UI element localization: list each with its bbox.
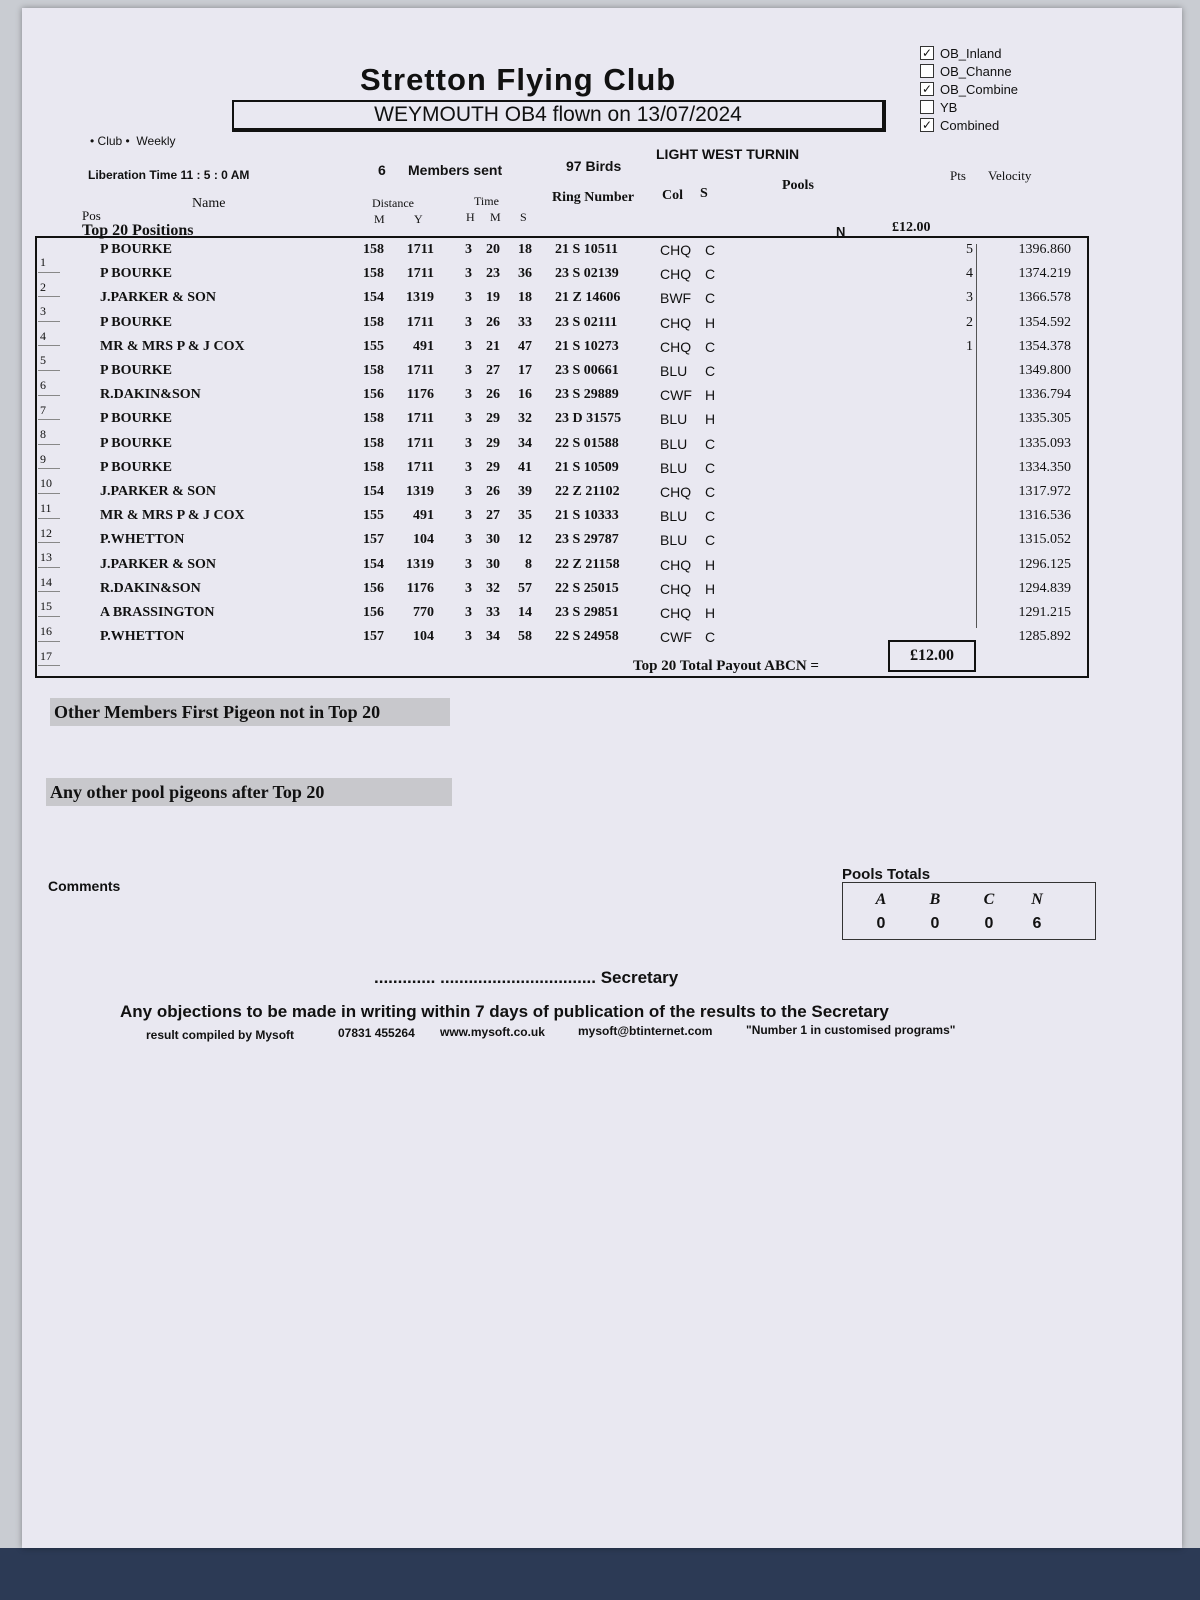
row-vel: 1374.219: [1018, 266, 1071, 282]
row-mi: 158: [363, 266, 384, 282]
position-cell: 16: [38, 617, 60, 642]
row-pts: 5: [966, 242, 973, 257]
row-sex: C: [705, 532, 716, 549]
row-col: CWF: [660, 387, 692, 404]
checkbox-label: Combined: [940, 117, 1000, 133]
row-h: 3: [465, 629, 472, 645]
checkbox-empty-icon[interactable]: [920, 100, 934, 114]
row-col: CWF: [660, 629, 692, 646]
row-vel: 1316.536: [1018, 508, 1071, 524]
table-row: [60, 605, 1080, 629]
row-name: J.PARKER & SON: [100, 290, 217, 306]
row-h: 3: [465, 532, 472, 548]
row-mi: 158: [363, 314, 384, 330]
distance-header: Distance: [372, 196, 414, 210]
table-row: [60, 581, 1080, 605]
row-s: 8: [525, 556, 532, 572]
row-h: 3: [465, 387, 472, 403]
row-m: 33: [486, 605, 500, 620]
position-cell: 6: [38, 371, 60, 396]
position-cell: 17: [38, 642, 60, 667]
table-row: [60, 339, 1080, 363]
pool-value-n: 6: [1032, 915, 1042, 932]
table-row: [60, 436, 1080, 460]
row-name: J.PARKER & SON: [100, 484, 217, 499]
row-yd: 104: [413, 629, 434, 645]
row-s: 32: [518, 411, 532, 427]
table-row: [60, 411, 1080, 435]
row-pts: 1: [966, 338, 973, 354]
row-col: BWF: [660, 290, 692, 307]
row-mi: 157: [363, 629, 384, 645]
other-pool-heading: Any other pool pigeons after Top 20: [46, 778, 452, 806]
table-row: [60, 484, 1080, 508]
row-name: MR & MRS P & J COX: [100, 338, 245, 354]
time-header: Time: [474, 194, 499, 208]
row-mi: 155: [363, 508, 384, 524]
row-s: 18: [518, 242, 532, 257]
distance-yards-header: Y: [414, 212, 423, 226]
row-mi: 158: [363, 242, 384, 257]
checkbox-row-0: [920, 44, 1018, 62]
row-s: 17: [518, 363, 532, 378]
row-m: 29: [486, 435, 500, 451]
ring-number-header: Ring Number: [552, 190, 635, 205]
position-cell: 14: [38, 568, 60, 593]
row-ring: 23 S 00661: [555, 363, 619, 378]
pool-header-b: B: [929, 891, 941, 908]
row-ring: 23 D 31575: [555, 411, 622, 427]
race-title-box: WEYMOUTH OB4 flown on 13/07/2024: [232, 100, 886, 132]
row-mi: 158: [363, 435, 384, 451]
row-col: CHQ: [660, 266, 692, 283]
row-ring: 23 S 29889: [555, 387, 619, 403]
row-col: BLU: [660, 411, 688, 428]
row-name: P BOURKE: [100, 314, 172, 330]
pool-header-a: A: [875, 891, 887, 908]
position-cell: 11: [38, 494, 60, 519]
row-vel: 1334.350: [1018, 459, 1071, 475]
checkbox-row-2: [920, 80, 1018, 98]
row-col: CHQ: [660, 605, 692, 621]
row-name: P BOURKE: [100, 242, 172, 257]
row-m: 29: [486, 411, 500, 427]
row-col: CHQ: [660, 556, 692, 573]
birds-count: 97 Birds: [566, 158, 622, 174]
compiler-tagline: "Number 1 in customised programs": [746, 1023, 956, 1037]
row-col: CHQ: [660, 242, 692, 258]
row-sex: C: [705, 242, 716, 258]
row-sex: C: [705, 266, 716, 283]
row-sex: C: [705, 338, 716, 355]
pool-value-a: 0: [876, 915, 886, 932]
pools-totals-label: Pools Totals: [842, 866, 931, 883]
objections-notice: Any objections to be made in writing within 7 days of publication of the results to the Secretary: [120, 1002, 889, 1021]
row-h: 3: [465, 290, 472, 306]
row-yd: 1319: [406, 556, 434, 572]
row-yd: 1711: [406, 314, 434, 330]
time-minutes-header: M: [490, 210, 501, 224]
checkbox-row-3: [920, 98, 1018, 116]
row-m: 30: [486, 556, 500, 572]
sex-header: S: [700, 186, 708, 201]
checkbox-row-4: [920, 116, 1018, 134]
row-s: 14: [518, 605, 532, 620]
row-yd: 1711: [406, 363, 434, 378]
row-col: CHQ: [660, 484, 692, 500]
comments-label: Comments: [48, 878, 121, 894]
row-ring: 23 S 02139: [555, 266, 619, 282]
club-title: Stretton Flying Club: [360, 62, 677, 97]
row-m: 32: [486, 580, 500, 596]
row-sex: H: [705, 314, 716, 331]
row-ring: 21 S 10511: [555, 242, 619, 257]
position-column: [38, 248, 60, 666]
time-hours-header: H: [466, 210, 475, 224]
position-cell: 10: [38, 469, 60, 494]
row-m: 26: [486, 484, 500, 499]
row-h: 3: [465, 484, 472, 499]
row-name: P BOURKE: [100, 435, 172, 451]
row-name: P BOURKE: [100, 459, 172, 475]
row-sex: H: [705, 605, 716, 621]
compiled-by: result compiled by Mysoft: [146, 1028, 295, 1042]
liberation-time: Liberation Time 11 : 5 : 0 AM: [88, 168, 250, 182]
row-m: 30: [486, 532, 500, 548]
row-ring: 21 S 10509: [555, 459, 619, 475]
row-name: P BOURKE: [100, 411, 172, 427]
row-mi: 158: [363, 363, 384, 378]
pool-n-header: N: [836, 224, 846, 239]
row-h: 3: [465, 556, 472, 572]
table-row: [60, 508, 1080, 532]
row-h: 3: [465, 266, 472, 282]
row-vel: 1336.794: [1018, 387, 1071, 403]
pool-value-b: 0: [930, 915, 940, 932]
table-row: [60, 315, 1080, 339]
row-yd: 1319: [406, 290, 434, 306]
members-count: 6: [378, 162, 386, 178]
row-mi: 156: [363, 580, 384, 596]
row-vel: 1296.125: [1018, 556, 1071, 572]
checkbox-checked-icon[interactable]: ✓: [921, 82, 933, 96]
row-pts: 2: [966, 314, 973, 330]
row-name: P BOURKE: [100, 363, 172, 378]
position-cell: 3: [38, 297, 60, 322]
row-mi: 157: [363, 532, 384, 548]
row-s: 57: [518, 580, 532, 596]
table-row: [60, 363, 1080, 387]
pools-totals-box: [842, 882, 1096, 940]
top20-heading: Top 20 Positions: [82, 222, 194, 239]
position-cell: 8: [38, 420, 60, 445]
row-s: 47: [518, 338, 532, 354]
row-m: 21: [486, 338, 500, 354]
row-vel: 1294.839: [1018, 580, 1071, 596]
row-h: 3: [465, 580, 472, 596]
row-name: R.DAKIN&SON: [100, 580, 201, 596]
row-yd: 104: [413, 532, 434, 548]
row-sex: C: [705, 459, 716, 476]
table-row: [60, 460, 1080, 484]
row-sex: H: [705, 387, 716, 404]
row-mi: 154: [363, 484, 384, 499]
row-h: 3: [465, 508, 472, 524]
club-type-club: • Club •: [90, 134, 130, 148]
row-vel: 1349.800: [1018, 363, 1071, 378]
row-s: 58: [518, 629, 532, 645]
row-yd: 1711: [406, 266, 434, 282]
checkbox-checked-icon[interactable]: ✓: [921, 46, 933, 60]
row-m: 34: [486, 629, 500, 645]
row-h: 3: [465, 435, 472, 451]
row-m: 27: [486, 508, 500, 524]
row-s: 18: [518, 290, 532, 306]
checkbox-label: YB: [940, 99, 958, 115]
position-cell: 2: [38, 273, 60, 298]
other-first-heading: Other Members First Pigeon not in Top 20: [50, 698, 450, 726]
pts-header: Pts: [950, 168, 966, 183]
row-s: 36: [518, 266, 532, 282]
table-row: [60, 532, 1080, 556]
pool-prize: £12.00: [892, 220, 931, 235]
row-ring: 21 S 10273: [555, 338, 619, 354]
row-ring: 21 S 10333: [555, 508, 619, 524]
checkbox-label: OB_Inland: [940, 45, 1002, 61]
position-cell: 15: [38, 592, 60, 617]
row-ring: 22 Z 21102: [555, 484, 620, 499]
row-yd: 1176: [406, 387, 434, 403]
row-s: 34: [518, 435, 532, 451]
row-ring: 21 Z 14606: [555, 290, 621, 306]
row-mi: 158: [363, 459, 384, 475]
row-col: CHQ: [660, 314, 692, 331]
time-seconds-header: S: [520, 210, 527, 224]
row-vel: 1335.093: [1018, 435, 1071, 451]
row-h: 3: [465, 459, 472, 475]
position-cell: 5: [38, 346, 60, 371]
row-vel: 1396.860: [1018, 242, 1071, 257]
row-col: BLU: [660, 532, 688, 549]
checkbox-label: OB_Combine: [940, 81, 1019, 97]
row-sex: C: [705, 435, 716, 452]
row-vel: 1317.972: [1018, 484, 1071, 499]
row-sex: C: [705, 629, 716, 646]
compiler-email: mysoft@btinternet.com: [578, 1024, 713, 1038]
row-mi: 154: [363, 290, 384, 306]
row-sex: C: [705, 484, 716, 500]
row-s: 16: [518, 387, 532, 403]
row-sex: H: [705, 580, 716, 597]
row-sex: H: [705, 556, 716, 573]
row-ring: 22 S 25015: [555, 580, 619, 596]
row-name: J.PARKER & SON: [100, 556, 217, 572]
row-m: 19: [486, 290, 500, 306]
race-type-checkboxes: [920, 44, 1018, 134]
members-sent-label: Members sent: [408, 162, 503, 178]
row-m: 27: [486, 363, 500, 378]
wind-conditions: LIGHT WEST TURNIN: [656, 146, 800, 162]
table-row: [60, 290, 1080, 314]
table-row: [60, 242, 1080, 266]
row-h: 3: [465, 314, 472, 330]
row-m: 26: [486, 387, 500, 403]
row-ring: 22 Z 21158: [555, 556, 620, 572]
pool-value-c: 0: [984, 915, 994, 932]
row-pts: 3: [966, 290, 973, 306]
name-header: Name: [192, 196, 226, 211]
position-cell: 12: [38, 519, 60, 544]
row-col: BLU: [660, 459, 688, 476]
compiler-phone: 07831 455264: [338, 1026, 415, 1040]
club-type-weekly: Weekly: [136, 134, 176, 148]
payout-label: Top 20 Total Payout ABCN =: [633, 658, 819, 674]
row-name: P.WHETTON: [100, 629, 185, 645]
row-s: 33: [518, 314, 532, 330]
row-sex: C: [705, 363, 716, 379]
row-h: 3: [465, 338, 472, 354]
pool-header-n: N: [1031, 891, 1043, 908]
row-col: CHQ: [660, 580, 692, 597]
row-name: R.DAKIN&SON: [100, 387, 201, 403]
pos-header: Pos: [82, 208, 101, 223]
row-h: 3: [465, 242, 472, 257]
row-col: CHQ: [660, 338, 692, 355]
row-mi: 156: [363, 387, 384, 403]
row-s: 12: [518, 532, 532, 548]
row-name: P.WHETTON: [100, 532, 185, 548]
row-ring: 22 S 01588: [555, 435, 619, 451]
row-m: 26: [486, 314, 500, 330]
payout-value: £12.00: [888, 640, 976, 672]
pools-header: Pools: [782, 178, 814, 193]
row-yd: 1711: [406, 242, 434, 257]
compiler-website: www.mysoft.co.uk: [440, 1025, 545, 1039]
row-name: A BRASSINGTON: [100, 605, 215, 620]
row-ring: 22 S 24958: [555, 629, 619, 645]
row-yd: 1176: [406, 580, 434, 596]
row-ring: 23 S 29787: [555, 532, 619, 548]
row-col: BLU: [660, 435, 688, 452]
row-yd: 1711: [406, 411, 434, 427]
position-cell: 4: [38, 322, 60, 347]
row-vel: 1366.578: [1018, 290, 1071, 306]
position-cell: 9: [38, 445, 60, 470]
checkbox-empty-icon[interactable]: [920, 64, 934, 78]
row-yd: 1319: [406, 484, 434, 499]
row-sex: H: [705, 411, 716, 428]
table-row: [60, 557, 1080, 581]
row-ring: 23 S 02111: [555, 314, 618, 330]
row-vel: 1315.052: [1018, 532, 1071, 548]
row-pts: 4: [966, 266, 973, 282]
secretary-signature-line: ............. ................................. Secretary: [374, 968, 679, 987]
row-mi: 154: [363, 556, 384, 572]
row-yd: 491: [413, 338, 434, 354]
row-yd: 770: [413, 605, 434, 620]
row-m: 20: [486, 242, 500, 257]
row-h: 3: [465, 605, 472, 620]
checkbox-label: OB_Channe: [940, 63, 1012, 79]
distance-miles-header: M: [374, 212, 385, 226]
row-vel: 1354.592: [1018, 314, 1071, 330]
colour-header: Col: [662, 188, 683, 203]
position-cell: 1: [38, 248, 60, 273]
row-yd: 1711: [406, 435, 434, 451]
row-mi: 155: [363, 338, 384, 354]
row-vel: 1291.215: [1018, 605, 1071, 620]
row-yd: 491: [413, 508, 434, 524]
checkbox-checked-icon[interactable]: ✓: [921, 118, 933, 132]
row-col: BLU: [660, 363, 688, 379]
position-cell: 13: [38, 543, 60, 568]
row-sex: C: [705, 290, 716, 307]
row-col: BLU: [660, 508, 688, 525]
row-h: 3: [465, 363, 472, 378]
club-type: [90, 134, 176, 148]
row-h: 3: [465, 411, 472, 427]
floor-background: [0, 1548, 1200, 1600]
velocity-header: Velocity: [988, 168, 1032, 183]
position-cell: 7: [38, 396, 60, 421]
table-row: [60, 387, 1080, 411]
table-row: [60, 266, 1080, 290]
row-vel: 1335.305: [1018, 411, 1071, 427]
row-vel: 1354.378: [1018, 338, 1071, 354]
row-s: 35: [518, 508, 532, 524]
row-yd: 1711: [406, 459, 434, 475]
row-mi: 156: [363, 605, 384, 620]
row-s: 39: [518, 484, 532, 499]
row-mi: 158: [363, 411, 384, 427]
row-name: MR & MRS P & J COX: [100, 508, 245, 524]
checkbox-row-1: [920, 62, 1018, 80]
row-sex: C: [705, 508, 716, 525]
row-vel: 1285.892: [1018, 629, 1071, 645]
row-name: P BOURKE: [100, 266, 172, 282]
row-s: 41: [518, 459, 532, 475]
row-m: 29: [486, 459, 500, 475]
row-ring: 23 S 29851: [555, 605, 619, 620]
pool-header-c: C: [983, 891, 995, 908]
row-m: 23: [486, 266, 500, 282]
